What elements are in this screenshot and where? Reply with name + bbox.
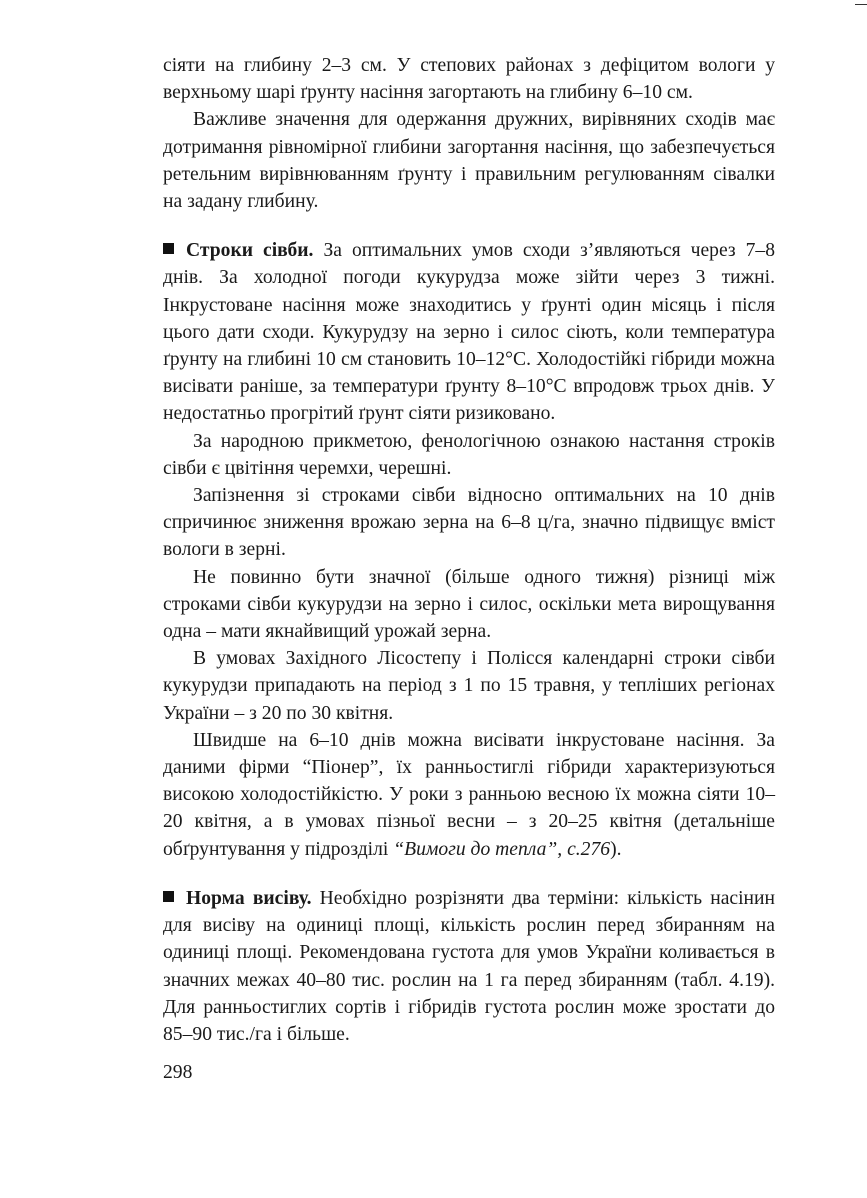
section-seeding-rate — [163, 885, 775, 1048]
paragraph-pioneer-end: ). — [610, 838, 622, 860]
section-sowing-dates — [163, 237, 775, 427]
paragraph-folk-sign: За народною прикметою, фенологічною ознакою настання строків сівби є цвітіння черемхи, черешні. — [163, 430, 775, 479]
paragraph-pioneer-hybrids — [163, 727, 775, 863]
section-gap — [163, 863, 775, 885]
paragraph-pioneer-text: Швидше на 6–10 днів можна висівати інкрустоване насіння. За даними фірми “Піонер”, їх ранньостиглі гібриди характеризуються високою холодостійкістю. У роки з ранньою весною їх можна сіяти 10–20 квітня, а в умовах пізньої весни – з 20–25 квітня (детальніше обґрунтування у підрозділі — [163, 729, 775, 860]
paragraph-uniform-depth: Важливе значення для одержання дружних, вирівняних сходів має дотримання рівномірної глибини загортання насіння, що забезпечується ретельним вирівнюванням ґрунту і правильним регулюванням сівалки на задану глибину. — [163, 109, 775, 213]
page-number: 298 — [163, 1062, 193, 1083]
page-body — [163, 52, 775, 1048]
paragraph-grain-silage: Не повинно бути значної (більше одного тижня) різниці між строками сівби кукурудзи на зерно і силос, оскільки мета вирощування одна – мати якнайвищий урожай зерна. — [163, 566, 775, 643]
paragraph-late-sowing: Запізнення зі строками сівби відносно оптимальних на 10 днів спричинює зниження врожаю зерна на 6–8 ц/га, значно підвищує вміст вологи в зерні. — [163, 485, 775, 561]
section-heading-seeding-rate: Норма висіву. — [186, 887, 312, 909]
bullet-square-icon — [163, 243, 174, 254]
cross-reference: “Вимоги до тепла”, с.276 — [393, 838, 611, 860]
section-text-seeding-rate: Необхідно розрізняти два терміни: кількість насінин для висіву на одиниці площі, кількість рослин перед збиранням на одиниці площі. Рекомендована густота для умов України коливається в значних межах 40–80 тис. рослин на 1 га перед збиранням (табл. 4.19). Для ранньостиглих сортів і гібридів густота рослин може зростати до 85–90 тис./га і більше. — [163, 887, 776, 1045]
bullet-square-icon — [163, 891, 174, 902]
section-text-sowing-dates: За оптимальних умов сходи з’являються через 7–8 днів. За холодної погоди кукурудза може зійти через 3 тижні. Інкрустоване насіння може знаходитись у ґрунті один місяць і після цього дати сходи. Кукурудзу на зерно і силос сіють, коли температура ґрунту на глибині 10 см становить 10–12°С. Холодостійкі гібриди можна висівати раніше, за температури ґрунту 8–10°С впродовж трьох днів. У недостатньо прогрітий ґрунт сіяти ризиковано. — [163, 240, 776, 425]
section-heading-sowing-dates: Строки сівби. — [186, 240, 314, 262]
paragraph-calendar-dates: В умовах Західного Лісостепу і Полісся календарні строки сівби кукурудзи припадають на період з 1 по 15 травня, у тепліших регіонах України – з 20 по 30 квітня. — [163, 648, 775, 724]
scan-edge-mark — [855, 4, 867, 5]
paragraph-sowing-depth: сіяти на глибину 2–3 см. У степових районах з дефіцитом вологи у верхньому шарі ґрунту насіння загортають на глибину 6–10 см. — [163, 55, 775, 104]
section-gap — [163, 215, 775, 237]
